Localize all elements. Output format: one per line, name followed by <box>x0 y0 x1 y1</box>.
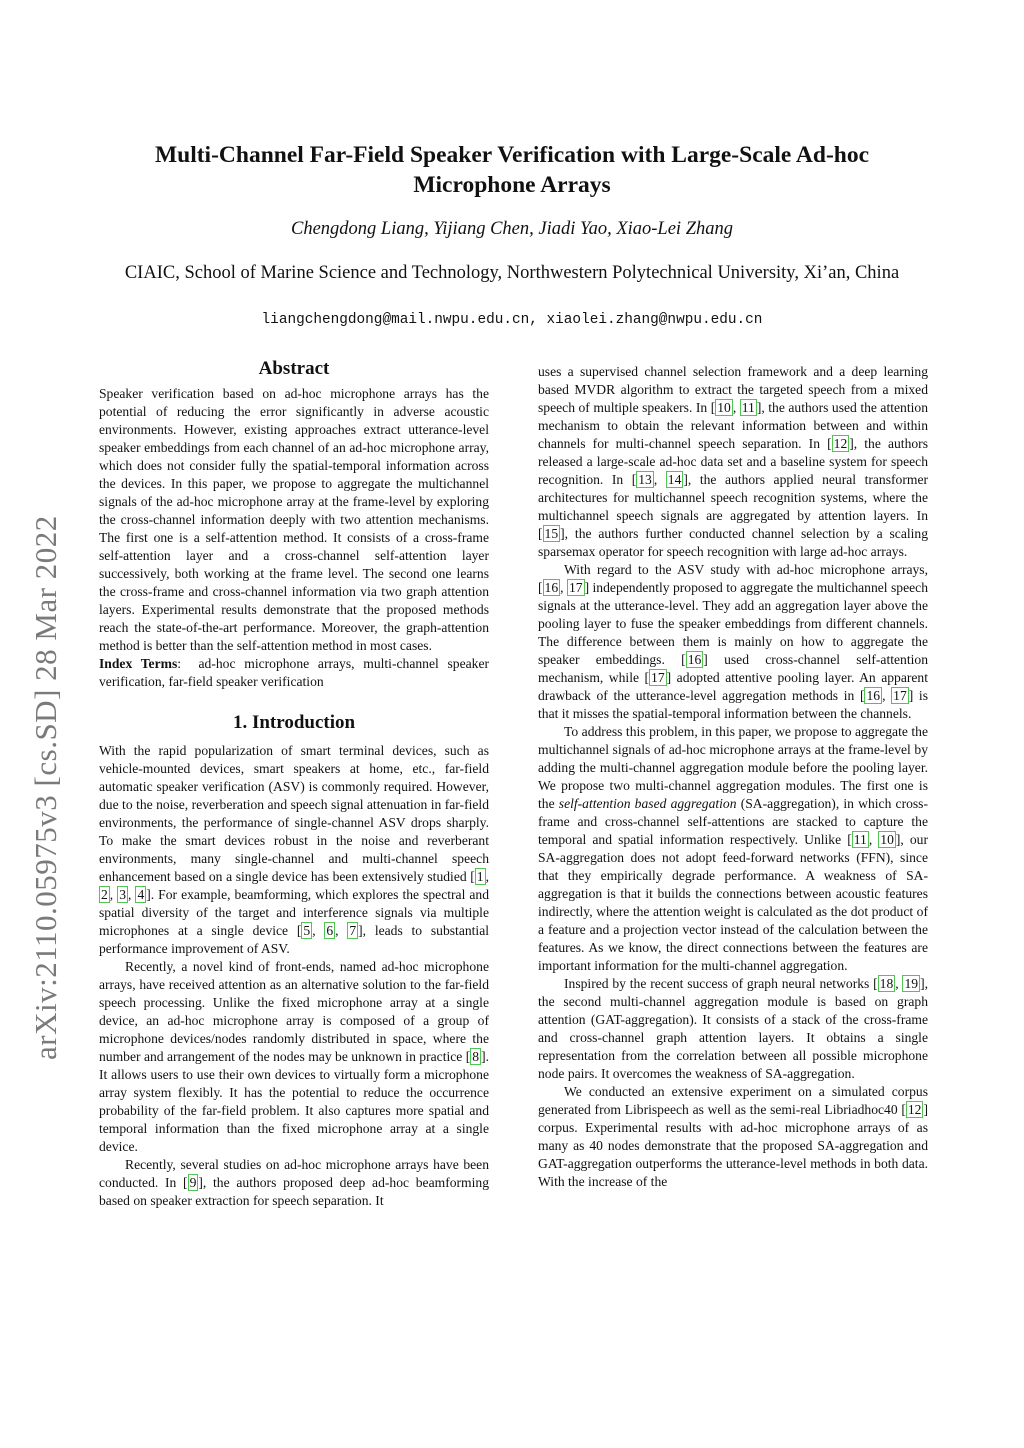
citation-link[interactable]: 14 <box>667 472 682 487</box>
text-run: (SA-aggregation), in which cross-frame and cross-channel self-attentions are stacked to capture the temporal and spatial information respectively. Unlike <box>538 796 928 847</box>
citation-link[interactable]: 19 <box>904 976 919 991</box>
text-run: With regard to the ASV study with ad-hoc microphone arrays, <box>564 562 928 577</box>
citation-link[interactable]: 6 <box>326 923 334 938</box>
text-run: , leads to substantial performance improvement of ASV. <box>99 923 490 956</box>
citation-link[interactable]: 7 <box>349 923 357 938</box>
intro-paragraph-4: uses a supervised channel selection framework and a deep learning based MVDR algorithm to extract the targeted speech from a mixed speech of multiple speakers. In [ 10 , 11 ], the authors used the attention mechanism to obtain the relevant information between and within channels for multi-channel speech separation. In [ 12 ], the authors released a large-scale ad-hoc data set and a baseline system for speech recognition. In [ 13 , 14 ], the authors applied neural transformer architectures for multichannel speech recognition systems, where the multichannel speech signals are aggregated by attention layers. In [ 15 ], the authors further conducted channel selection by a scaling sparsemax operator for speech recognition with large ad-hoc arrays. <box>538 364 928 559</box>
intro-paragraph-8: We conducted an extensive experiment on a simulated corpus generated from Librispeech as well as the semi-real Libriadhoc40 [ 12 ] corpus. Experimental results with ad-hoc microphone arrays of as many as 40 nodes demonstrate that the proposed SA-aggregation and GAT-aggregation outperforms the utterance-level methods in both data. With the increase of the <box>538 1084 928 1189</box>
arxiv-side-label: arXiv:2110.05975v3 [cs.SD] 28 Mar 2022 <box>28 515 63 1060</box>
citation-link[interactable]: 2 <box>101 887 108 902</box>
intro-paragraph-7: Inspired by the recent success of graph neural networks [ 18 , 19 ], the second multi-channel aggregation module is based on graph attention (GAT-aggregation). It consists of a stack of the cross-frame and cross-channel graph attention layers. It obtains a single representation from the correlation between all possible microphone node pairs. It overcomes the weakness of SA-aggregation. <box>538 976 929 1081</box>
citation-link[interactable]: 16 <box>544 580 559 595</box>
citation-link[interactable]: 5 <box>303 923 311 938</box>
text-run: , our SA-aggregation does not adopt feed-forward networks (FFN), since that they empirically degrade performance. A weakness of SA-aggregation is that it builds the connections between acoustic features indirectly, where the attention weight is calculated as the dot product of a feature and a projection vector instead of the calculation between the features. As we know, the direct connections between the features are important information for the multi-channel aggregation. <box>538 832 929 973</box>
intro-paragraph-3: Recently, several studies on ad-hoc microphone arrays have been conducted. In [ 9 ], the authors proposed deep ad-hoc beamforming based on speaker extraction for speech separation. It <box>99 1157 489 1208</box>
text-run: uses a supervised channel selection framework and a deep learning based MVDR algorithm to extract the targeted speech from a mixed speech of multiple speakers. In <box>538 364 928 415</box>
emphasis-text: self-attention based aggregation <box>558 796 737 811</box>
text-run: With the rapid popularization of smart terminal devices, such as vehicle-mounted devices, smart speakers at home, etc., far-field automatic speaker verification (ASV) is commonly required. However, due to the noise, reverberation and speech signal attenuation in far-field environments, the performance of single-channel ASV drops sharply. To make the smart devices robust in the noise and reverberant environments, many single-channel and multi-channel speech enhancement based on a single device has been extensively studied <box>99 743 489 884</box>
intro-paragraph-5: With regard to the ASV study with ad-hoc microphone arrays, [ 16 , 17 ] independently proposed to aggregate the multichannel speech signals at the utterance-level. They add an aggregation layer above the pooling layer to fuse the speaker embeddings from different channels. The difference between them is mainly on how to aggregate the speaker embeddings. [ 16 ] used cross-channel self-attention mechanism, while [ 17 ] adopted attentive pooling layer. An apparent drawback of the utterance-level aggregation methods in [ 16 , 17 ] is that it misses the spatial-temporal information between the channels. <box>538 562 928 721</box>
intro-paragraph-1: With the rapid popularization of smart terminal devices, such as vehicle-mounted devices, smart speakers at home, etc., far-field automatic speaker verification (ASV) is commonly required. However, due to the noise, reverberation and speech signal attenuation in far-field environments, the performance of single-channel ASV drops sharply. To make the smart devices robust in the noise and reverberant environments, many single-channel and multi-channel speech enhancement based on a single device has been extensively studied [ 1 , 2 , 3 , 4 ]. For example, beamforming, which explores the spectral and spatial diversity of the target and interference signals via multiple microphones at a single device [ 5 , 6 , 7 ], leads to substantial performance improvement of ASV. <box>99 743 490 956</box>
index-terms-text: ad-hoc microphone arrays, multi-channel speaker verification, far-field speaker verification <box>99 656 490 689</box>
text-run: adopted attentive pooling layer. An apparent drawback of the utterance-level aggregation methods in <box>538 670 928 703</box>
citation-link[interactable]: 4 <box>137 887 145 902</box>
citation-link[interactable]: 1 <box>476 869 484 884</box>
citation-link[interactable]: 12 <box>833 436 848 451</box>
text-run: , the authors proposed deep ad-hoc beamforming based on speaker extraction for speech separation. It <box>99 1175 489 1208</box>
text-run: , the second multi-channel aggregation module is based on graph attention (GAT-aggregation). It consists of a stack of the cross-frame and cross-channel graph attention layers. It obtains a single representation from the correlation between all possible microphone node pairs. It overcomes the weakness of SA-aggregation. <box>538 976 929 1081</box>
text-run: used cross-channel self-attention mechanism, while <box>538 652 928 685</box>
abstract-heading: Abstract <box>258 358 330 379</box>
intro-paragraph-6: To address this problem, in this paper, we propose to aggregate the multichannel signals of ad-hoc microphone arrays at the frame-level by adding the multi-channel aggregation module before the pooling layer. We propose two multi-channel aggregation modules. The first one is the self-attention based aggregation (SA-aggregation), in which cross-frame and cross-channel self-attentions are stacked to capture the temporal and spatial information respectively. Unlike [ 11 , 10 ], our SA-aggregation does not adopt feed-forward networks (FFN), since that they empirically degrade performance. A weakness of SA-aggregation is that it builds the connections between acoustic features indirectly, where the attention weight is calculated as the dot product of a feature and a projection vector instead of the calculation between the features. As we know, the direct connections between the features are important information for the multi-channel aggregation. <box>538 724 929 973</box>
citation-link[interactable]: 15 <box>544 526 559 541</box>
text-run: , the authors released a large-scale ad-hoc data set and a baseline system for speech recognition. In <box>538 436 928 487</box>
citation-link[interactable]: 17 <box>568 580 583 595</box>
affiliation: CIAIC, School of Marine Science and Technology, Northwestern Polytechnical University, Xi’an, China <box>124 263 900 283</box>
citation-link[interactable]: 10 <box>880 832 894 847</box>
text-run: independently proposed to aggregate the multichannel speech signals at the utterance-level. They add an aggregation layer above the pooling layer to fuse the speaker embeddings from different channels. The difference between them is mainly on how to aggregate the speaker embeddings. <box>538 580 928 667</box>
paper-title: Multi-Channel Far-Field Speaker Verification with Large-Scale Ad-hoc Microphone Arrays <box>154 142 870 198</box>
text-run: To address this problem, in this paper, we propose to aggregate the multichannel signals of ad-hoc microphone arrays at the frame-level by adding the multi-channel aggregation module before the pooling layer. We propose two multi-channel aggregation modules. The first one is the <box>538 724 928 811</box>
citation-link[interactable]: 13 <box>638 472 652 487</box>
right-column <box>538 363 928 1191</box>
introduction-heading: 1. Introduction <box>232 712 356 733</box>
citation-link[interactable]: 10 <box>717 400 731 415</box>
text-run: We conducted an extensive experiment on a simulated corpus generated from Librispeech as well as the semi-real Libriadhoc40 <box>538 1084 928 1117</box>
intro-paragraph-2: Recently, a novel kind of front-ends, named ad-hoc microphone arrays, have received attention as an alternative solution to the far-field speech processing. Unlike the fixed microphone array at a single device, an ad-hoc microphone array is composed of a group of microphone devices/nodes randomly distributed in space, where the number and arrangement of the nodes may be unknown in practice [ 8 ]. It allows users to use their own devices to virtually form a microphone array system flexibly. It has the potential to reduce the occurrence probability of the far-field problem. It also captures more spatial and temporal information than the fixed microphone array at a single device. <box>99 959 489 1154</box>
author-list: Chengdong Liang, Yijiang Chen, Jiadi Yao, Xiao-Lei Zhang <box>291 219 733 239</box>
text-run: . It allows users to use their own devices to virtually form a microphone array system flexibly. It has the potential to reduce the occurrence probability of the far-field problem. It also captures more spatial and temporal information than the fixed microphone array at a single device. <box>99 1049 489 1154</box>
citation-link[interactable]: 9 <box>189 1175 197 1190</box>
text-run: , the authors further conducted channel selection by a scaling sparsemax operator for speech recognition with large ad-hoc arrays. <box>538 526 928 559</box>
citation-link[interactable]: 11 <box>853 832 867 847</box>
text-run: Recently, several studies on ad-hoc microphone arrays have been conducted. In <box>99 1157 489 1190</box>
index-terms-label: Index Terms <box>99 656 178 671</box>
abstract-body: Speaker verification based on ad-hoc microphone arrays has the potential of reducing the error significantly in adverse acoustic environments. However, existing approaches extract utterance-level speaker embeddings from each channel of an ad-hoc microphone array, which does not consider fully the spatial-temporal information across the devices. In this paper, we propose to aggregate the multichannel signals of the ad-hoc microphone array at the frame-level by exploring the cross-channel information deeply with two attention mechanisms. The first one is a self-attention method. It consists of a cross-frame self-attention layer and a cross-channel self-attention layer successively, both working at the frame level. The second one learns the cross-frame and cross-channel information via two graph attention layers. Experimental results demonstrate that the proposed methods reach the state-of-the-art performance. Moreover, the graph-attention method is better than the self-attention method in most cases. <box>99 386 489 653</box>
left-column <box>99 357 489 1210</box>
email-addresses: liangchengdong@mail.nwpu.edu.cn, xiaolei.zhang@nwpu.edu.cn <box>261 312 763 328</box>
text-run: is that it misses the spatial-temporal information between the channels. <box>538 688 928 721</box>
text-run: corpus. Experimental results with ad-hoc microphone arrays of as many as 40 nodes demonstrate that the proposed SA-aggregation and GAT-aggregation outperforms the utterance-level methods in both data. With the increase of the <box>538 1120 928 1189</box>
citation-link[interactable]: 17 <box>651 670 665 685</box>
text-run: Inspired by the recent success of graph neural networks <box>564 976 874 991</box>
citation-link[interactable]: 18 <box>879 976 894 991</box>
citation-link[interactable]: 8 <box>472 1049 480 1064</box>
text-run: , the authors used the attention mechanism to obtain the relevant information between and within channels for multi-channel speech separation. In <box>538 400 928 451</box>
text-run: . For example, beamforming, which explores the spectral and spatial diversity of the target and interference signals via multiple microphones at a single device <box>99 887 490 938</box>
text-run: Recently, a novel kind of front-ends, named ad-hoc microphone arrays, have received attention as an alternative solution to the far-field speech processing. Unlike the fixed microphone array at a single device, an ad-hoc microphone array is composed of a group of microphone devices/nodes randomly distributed in space, where the number and arrangement of the nodes may be unknown in practice <box>99 959 489 1064</box>
citation-link[interactable]: 12 <box>907 1102 922 1117</box>
citation-link[interactable]: 3 <box>119 887 127 902</box>
citation-link[interactable]: 16 <box>866 688 881 703</box>
index-terms: Index Terms: ad-hoc microphone arrays, multi-channel speaker verification, far-field speaker verification <box>99 656 490 689</box>
citation-link[interactable]: 11 <box>741 400 755 415</box>
citation-link[interactable]: 17 <box>893 688 907 703</box>
text-run: , the authors applied neural transformer architectures for multichannel speech recognition systems, where the multichannel speech signals are aggregated by attention layers. In <box>538 472 928 523</box>
citation-link[interactable]: 16 <box>687 652 702 667</box>
